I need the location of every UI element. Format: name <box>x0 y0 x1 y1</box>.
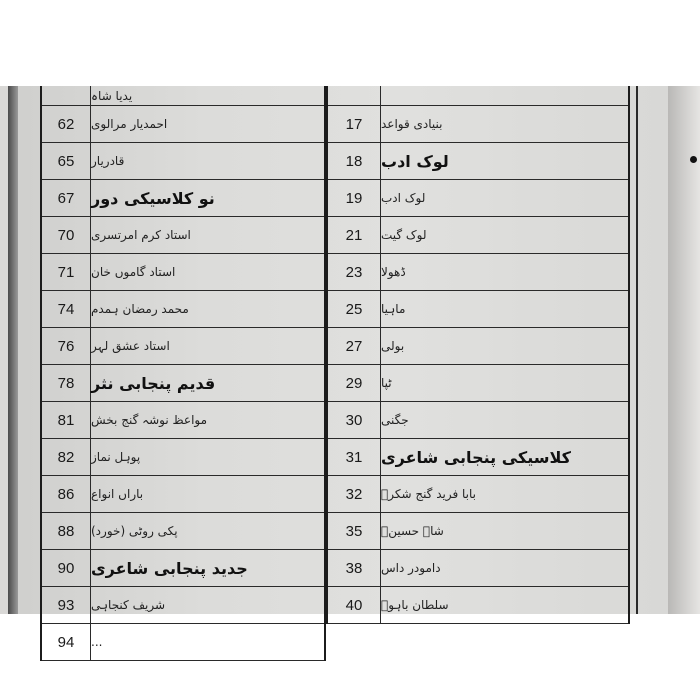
page-number: 76 <box>42 328 91 364</box>
page-number <box>42 86 91 105</box>
contents-table-left <box>40 86 326 661</box>
contents-row <box>328 180 628 217</box>
contents-row <box>328 550 628 587</box>
entry-title: ماہیا <box>381 302 406 316</box>
page-number: 25 <box>328 291 381 327</box>
contents-row <box>328 328 628 365</box>
page-margin-line <box>636 86 638 614</box>
page-number: 94 <box>42 624 91 660</box>
contents-row <box>328 106 628 143</box>
section-heading: قدیم پنجابی نثر <box>91 373 216 393</box>
page-number: 29 <box>328 365 381 401</box>
contents-row <box>42 365 324 402</box>
entry-title: ... <box>91 635 103 649</box>
contents-row <box>328 513 628 550</box>
book-page <box>8 86 668 651</box>
contents-row <box>42 217 324 254</box>
contents-row <box>42 513 324 550</box>
page-number: 62 <box>42 106 91 142</box>
entry-title: دامودر داس <box>381 561 441 575</box>
entry-title: قادریار <box>91 154 125 168</box>
page-number: 27 <box>328 328 381 364</box>
contents-row <box>42 476 324 513</box>
page-number: 32 <box>328 476 381 512</box>
page-number: 17 <box>328 106 381 142</box>
section-heading: لوک ادب <box>381 151 449 171</box>
contents-row <box>328 439 628 476</box>
contents-row <box>42 402 324 439</box>
entry-title <box>381 86 628 105</box>
page-number: 74 <box>42 291 91 327</box>
page-number: 88 <box>42 513 91 549</box>
contents-row <box>328 587 628 624</box>
page-number: 18 <box>328 143 381 179</box>
entry-title: استاد عشق لہر <box>91 339 170 353</box>
page-number: 71 <box>42 254 91 290</box>
section-heading: نو کلاسیکی دور <box>91 188 215 208</box>
page-number: 86 <box>42 476 91 512</box>
page-number: 70 <box>42 217 91 253</box>
page-number <box>328 86 381 105</box>
contents-row <box>42 86 324 106</box>
entry-title: بولی <box>381 339 405 353</box>
entry-title: یدیا شاہ <box>91 88 133 103</box>
entry-title: بنیادی قواعد <box>381 117 443 131</box>
page-number: 19 <box>328 180 381 216</box>
entry-title: ٹپا <box>381 376 392 390</box>
page-number: 65 <box>42 143 91 179</box>
entry-title: احمدیار مرالوی <box>91 117 168 131</box>
entry-title: جگنی <box>381 413 409 427</box>
contents-row <box>42 550 324 587</box>
page-number: 82 <box>42 439 91 475</box>
entry-title: پوہل نماز <box>91 450 141 464</box>
contents-row <box>42 624 324 661</box>
page-number: 90 <box>42 550 91 586</box>
contents-row <box>328 143 628 180</box>
contents-row <box>328 86 628 106</box>
contents-row <box>328 291 628 328</box>
entry-title: شاہ حسینؒ <box>381 524 444 538</box>
contents-row <box>42 587 324 624</box>
contents-table-right <box>326 86 630 624</box>
next-page-edge <box>668 86 700 614</box>
contents-row <box>328 402 628 439</box>
page-number: 30 <box>328 402 381 438</box>
entry-title: سلطان باہوؒ <box>381 598 449 612</box>
contents-row <box>42 439 324 476</box>
page-number: 31 <box>328 439 381 475</box>
entry-title: بابا فرید گنج شکرؒ <box>381 487 477 501</box>
entry-title: ڈھولا <box>381 265 406 279</box>
section-heading: کلاسیکی پنجابی شاعری <box>381 447 571 467</box>
page-number: 81 <box>42 402 91 438</box>
section-heading: جدید پنجابی شاعری <box>91 558 248 578</box>
page-number: 67 <box>42 180 91 216</box>
page-shadow <box>8 86 18 614</box>
entry-title: باراں انواع <box>91 487 144 501</box>
page-number: 38 <box>328 550 381 586</box>
entry-title: شریف کنجاہی <box>91 598 166 612</box>
entry-title: محمد رمضان ہمدم <box>91 302 189 316</box>
page-number: 23 <box>328 254 381 290</box>
page-number: 21 <box>328 217 381 253</box>
contents-row <box>328 254 628 291</box>
contents-row <box>42 328 324 365</box>
entry-title: استاد گاموں خان <box>91 265 176 279</box>
entry-title: استاد کرم امرتسری <box>91 228 191 242</box>
contents-row <box>42 291 324 328</box>
entry-title: لوک ادب <box>381 191 426 205</box>
contents-row <box>328 217 628 254</box>
bullet-dot <box>690 156 697 163</box>
page-number: 35 <box>328 513 381 549</box>
page-number: 40 <box>328 587 381 623</box>
contents-row <box>42 180 324 217</box>
entry-title: لوک گیت <box>381 228 427 242</box>
entry-title: مواعظ نوشہ گنج بخش <box>91 413 208 427</box>
entry-title: پکی روٹی (خورد) <box>91 524 178 538</box>
contents-row <box>42 143 324 180</box>
book-photo <box>0 86 700 651</box>
contents-row <box>42 106 324 143</box>
page-number: 93 <box>42 587 91 623</box>
contents-row <box>328 365 628 402</box>
contents-row <box>42 254 324 291</box>
page-number: 78 <box>42 365 91 401</box>
contents-row <box>328 476 628 513</box>
